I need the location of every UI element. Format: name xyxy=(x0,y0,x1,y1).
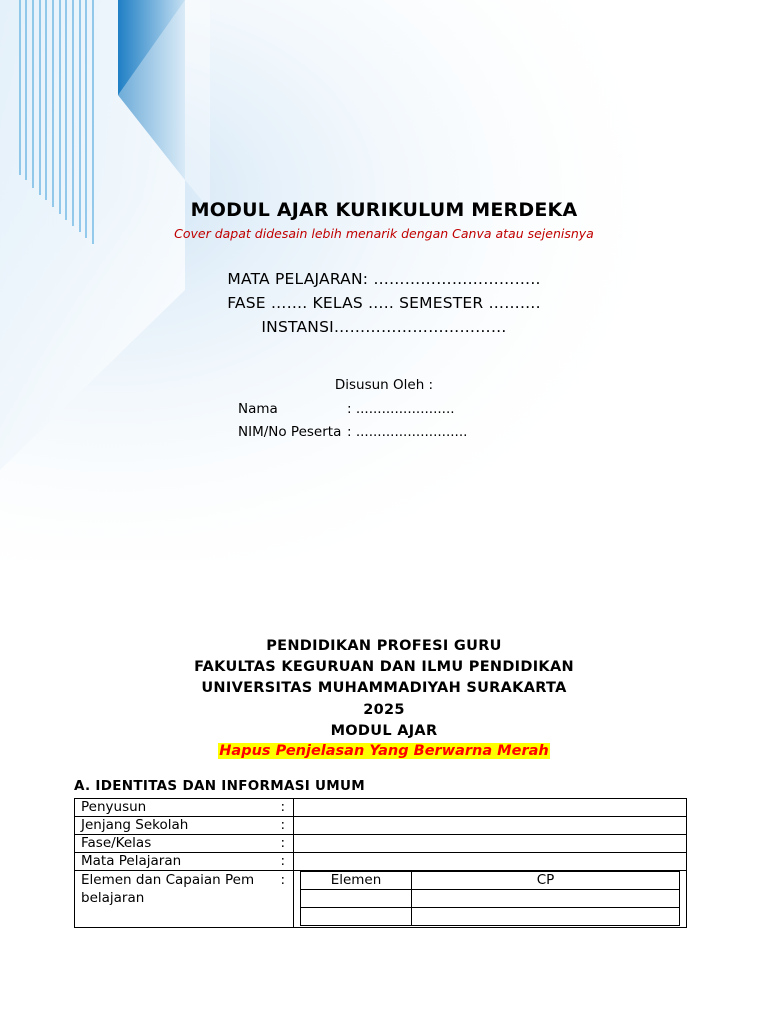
row-value-cell xyxy=(294,871,687,928)
cover-subtitle: Cover dapat didesain lebih menarik dengan Canva atau sejenisnya xyxy=(174,226,594,241)
row-colon: : xyxy=(280,853,285,869)
row-label: Mata Pelajaran xyxy=(81,853,182,869)
note-highlight xyxy=(0,740,768,759)
row-label-cell xyxy=(75,871,294,928)
nim-value: : .......................... xyxy=(347,424,468,440)
row-value-cell[interactable] xyxy=(294,799,687,817)
section-a-heading: A. IDENTITAS DAN INFORMASI UMUM xyxy=(74,778,366,794)
row-value-cell[interactable] xyxy=(294,835,687,853)
inner-cell[interactable] xyxy=(301,890,412,908)
table-row xyxy=(75,799,687,817)
inner-cell[interactable] xyxy=(412,890,680,908)
modul-heading: MODUL AJAR xyxy=(330,723,438,739)
nim-label: NIM/No Peserta xyxy=(238,424,342,440)
row-value-cell[interactable] xyxy=(294,853,687,871)
nama-label: Nama xyxy=(238,401,278,417)
inner-cell[interactable] xyxy=(412,908,680,926)
cover-title: MODUL AJAR KURIKULUM MERDEKA xyxy=(190,199,578,221)
fase-kelas-line: FASE ……. KELAS ….. SEMESTER ………. xyxy=(227,294,541,312)
row-label: Elemen dan Capaian Pem belajaran xyxy=(81,872,255,906)
institution-line-2: FAKULTAS KEGURUAN DAN ILMU PENDIDIKAN xyxy=(194,659,574,675)
table-row xyxy=(75,871,687,928)
row-label-cell xyxy=(75,853,294,871)
cover-year: 2025 xyxy=(363,702,405,718)
row-value-cell[interactable] xyxy=(294,817,687,835)
row-label-cell xyxy=(75,817,294,835)
table-row xyxy=(75,853,687,871)
inner-header-elemen: Elemen xyxy=(301,872,412,890)
institution-line-3: UNIVERSITAS MUHAMMADIYAH SURAKARTA xyxy=(201,680,567,696)
inner-header-cp: CP xyxy=(412,872,680,890)
row-colon: : xyxy=(280,799,285,815)
mata-pelajaran-line: MATA PELAJARAN: ………………………….. xyxy=(227,270,541,288)
inner-row xyxy=(301,908,680,926)
nama-value: : ....................... xyxy=(347,401,455,417)
row-label-cell xyxy=(75,799,294,817)
identity-table xyxy=(74,798,687,928)
elemen-cp-table xyxy=(300,871,680,926)
row-label: Penyusun xyxy=(81,799,147,815)
row-label-cell xyxy=(75,835,294,853)
note-text: Hapus Penjelasan Yang Berwarna Merah xyxy=(219,743,549,759)
table-row xyxy=(75,835,687,853)
row-colon: : xyxy=(280,835,285,851)
institution-line-1: PENDIDIKAN PROFESI GURU xyxy=(266,638,502,654)
table-row xyxy=(75,817,687,835)
disusun-oleh: Disusun Oleh : xyxy=(334,377,434,393)
instansi-line: INSTANSI…………………………… xyxy=(261,318,507,336)
inner-cell[interactable] xyxy=(301,908,412,926)
row-colon: : xyxy=(280,817,285,833)
inner-row xyxy=(301,890,680,908)
inner-header-row xyxy=(301,872,680,890)
row-colon: : xyxy=(280,872,285,888)
row-label: Fase/Kelas xyxy=(81,835,152,851)
row-label: Jenjang Sekolah xyxy=(81,817,189,833)
